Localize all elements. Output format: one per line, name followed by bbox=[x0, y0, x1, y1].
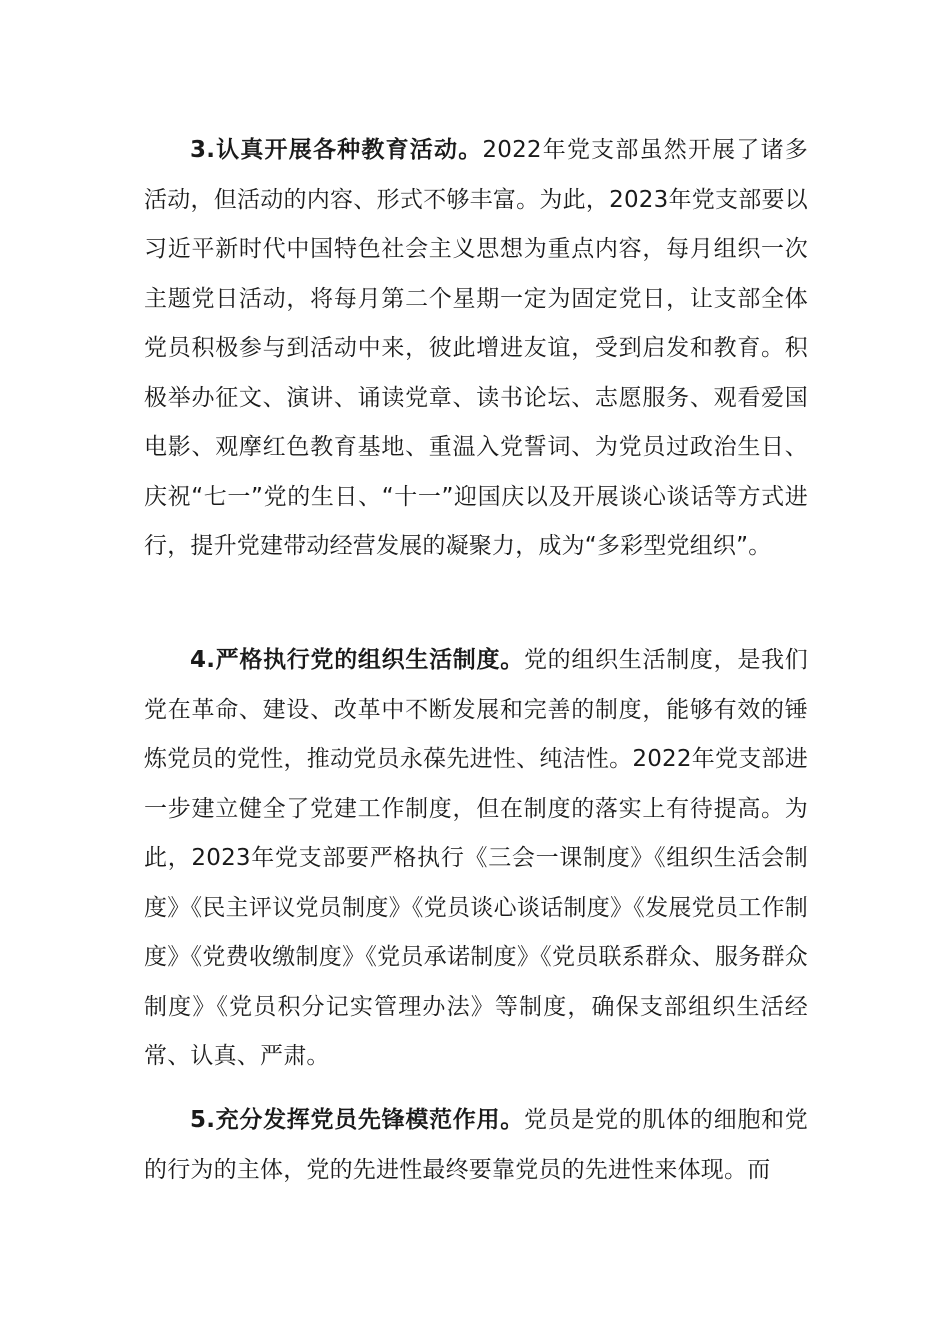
paragraph-body: 党员是党的肌体的细胞和党的行为的主体，党的先进性最终要靠党员的先进性来体现。而 bbox=[144, 1107, 808, 1183]
paragraph-organization-life bbox=[144, 636, 808, 1082]
paragraph-body: 党的组织生活制度，是我们党在革命、建设、改革中不断发展和完善的制度，能够有效的锤炼党员的党性，推动党员永葆先进性、纯洁性。2022年党支部进一步建立健全了党建工作制度，但在制度的落实上有待提高。为此，2023年党支部要严格执行《三会一课制度》《组织生活会制度》《民主评议党员制度》《党员谈心谈话制度》《发展党员工作制度》《党费收缴制度》《党员承诺制度》《党员联系群众、服务群众制度》《党员积分记实管理办法》等制度，确保支部组织生活经常、认真、严肃。 bbox=[144, 647, 808, 1069]
paragraph-heading: 3.认真开展各种教育活动。 bbox=[190, 137, 483, 163]
paragraph-body: 2022年党支部虽然开展了诸多活动，但活动的内容、形式不够丰富。为此，2023年党支部要以习近平新时代中国特色社会主义思想为重点内容，每月组织一次主题党日活动，将每月第二个星期一定为固定党日，让支部全体党员积极参与到活动中来，彼此增进友谊，受到启发和教育。积极举办征文、演讲、诵读党章、读书论坛、志愿服务、观看爱国电影、观摩红色教育基地、重温入党誓词、为党员过政治生日、庆祝“七一”党的生日、“十一”迎国庆以及开展谈心谈话等方式进行，提升党建带动经营发展的凝聚力，成为“多彩型党组织”。 bbox=[144, 137, 808, 559]
paragraph-vanguard-role bbox=[144, 1096, 808, 1195]
paragraph-education-activities bbox=[144, 126, 808, 572]
paragraph-heading: 4.严格执行党的组织生活制度。 bbox=[190, 647, 524, 673]
paragraph-heading: 5.充分发挥党员先锋模范作用。 bbox=[190, 1107, 524, 1133]
